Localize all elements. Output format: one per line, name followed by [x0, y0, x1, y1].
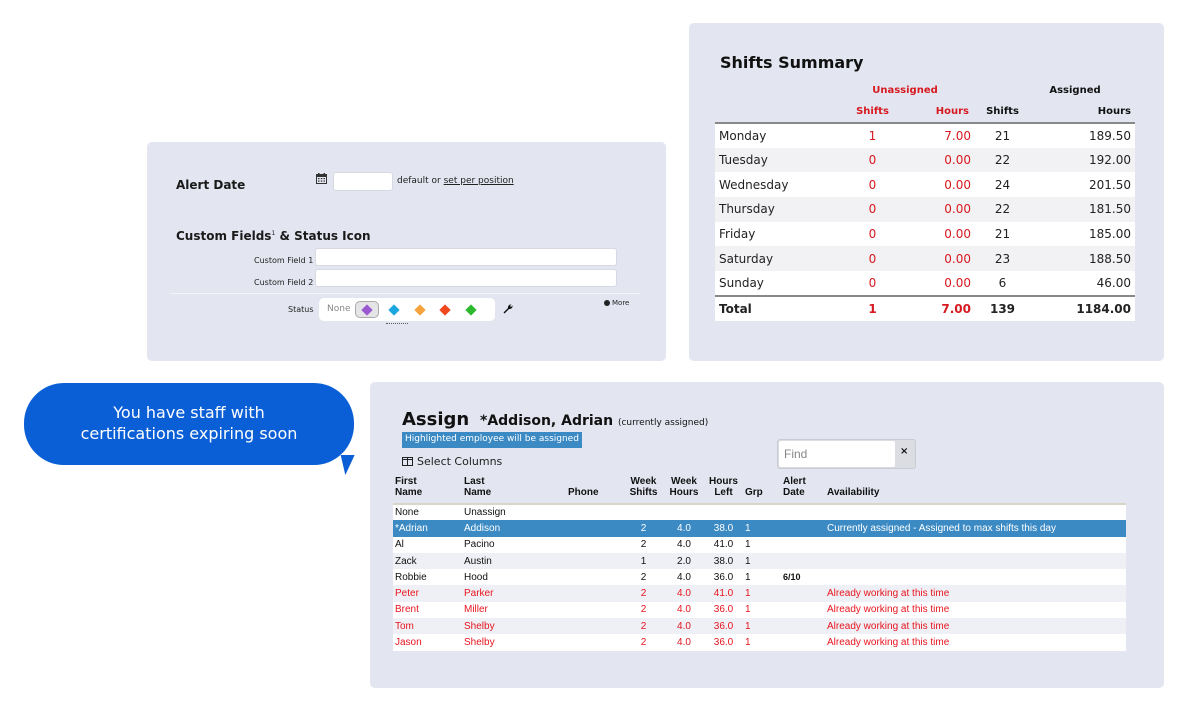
- table-cell: [566, 634, 623, 650]
- column-header-text: Left: [714, 487, 733, 498]
- col-first-name[interactable]: [393, 476, 462, 504]
- table-cell: Already working at this time: [827, 604, 950, 616]
- alert-date-label: Alert Date: [176, 178, 246, 192]
- table-cell: 1: [745, 620, 751, 632]
- blank-header: [715, 79, 835, 101]
- col-week-shifts[interactable]: [623, 476, 664, 504]
- select-columns-label: Select Columns: [417, 455, 503, 468]
- table-cell: 36.0: [713, 620, 734, 632]
- bubble-line-1: You have staff with: [113, 403, 265, 422]
- col-last-name[interactable]: [462, 476, 566, 504]
- shifts-summary-title: Shifts Summary: [720, 53, 864, 72]
- table-cell: Already working at this time: [827, 588, 950, 600]
- table-cell: [781, 602, 825, 618]
- column-header-text: Hours: [709, 476, 738, 487]
- unassigned-group-header: Unassigned: [872, 84, 938, 96]
- assigned-employee-note: (currently assigned): [617, 418, 709, 428]
- calendar-icon[interactable]: [316, 173, 327, 184]
- table-cell: 36.0: [713, 637, 734, 649]
- assigned-hours-header: Hours: [1030, 101, 1135, 123]
- table-cell: Already working at this time: [827, 620, 950, 632]
- table-cell: 4.0: [677, 571, 691, 583]
- column-header-text: Week: [630, 476, 657, 487]
- table-cell: 2: [640, 539, 647, 551]
- assigned-shifts-header: Shifts: [975, 101, 1030, 123]
- alert-settings-panel: [147, 142, 666, 361]
- day-cell: Monday: [715, 123, 835, 148]
- table-cell: Parker: [464, 588, 494, 600]
- table-cell: Al: [395, 539, 404, 551]
- status-label: Status: [288, 305, 314, 314]
- summary-row-sunday: [715, 271, 1135, 296]
- status-diamond-orange-icon[interactable]: [414, 304, 425, 315]
- total-unassigned-hours: 7.00: [910, 296, 975, 321]
- table-cell: Jason: [395, 637, 422, 649]
- table-row-selected[interactable]: [393, 520, 1126, 536]
- summary-row-friday: [715, 222, 1135, 247]
- column-header-text: Week: [671, 476, 697, 487]
- assign-panel: [370, 382, 1164, 688]
- unassigned-shifts-cell: 0: [835, 271, 910, 296]
- summary-row-thursday: [715, 197, 1135, 222]
- assigned-hours-cell: 188.50: [1030, 246, 1135, 271]
- plus-circle-icon: [604, 300, 610, 306]
- column-header-text: Hours: [669, 487, 699, 498]
- table-cell: 1: [745, 522, 751, 534]
- assigned-hours-cell: 181.50: [1030, 197, 1135, 222]
- status-underline-marks: [386, 323, 408, 324]
- col-availability[interactable]: [825, 476, 1126, 504]
- table-cell: [566, 553, 623, 569]
- summary-row-wednesday: [715, 172, 1135, 197]
- total-unassigned-shifts: 1: [835, 296, 910, 321]
- table-row-unavailable[interactable]: [393, 602, 1126, 618]
- assigned-hours-cell: 189.50: [1030, 123, 1135, 148]
- table-cell: 2: [640, 637, 647, 649]
- table-cell: [566, 520, 623, 536]
- table-cell: [781, 520, 825, 536]
- day-cell: Saturday: [715, 246, 835, 271]
- table-cell: Austin: [464, 555, 492, 567]
- unassigned-hours-cell: 0.00: [910, 148, 975, 173]
- table-cell: 4.0: [677, 620, 691, 632]
- table-cell: Zack: [395, 555, 417, 567]
- table-cell: Unassign: [464, 507, 506, 519]
- table-cell: 4.0: [677, 522, 691, 534]
- set-per-position-link[interactable]: set per position: [443, 176, 514, 186]
- day-cell: Thursday: [715, 197, 835, 222]
- table-cell: [781, 634, 825, 650]
- table-cell: [623, 504, 664, 520]
- table-cell: 2: [640, 588, 647, 600]
- day-cell: Wednesday: [715, 172, 835, 197]
- unassigned-hours-cell: 7.00: [910, 123, 975, 148]
- table-cell: 36.0: [713, 604, 734, 616]
- unassigned-shifts-cell: 0: [835, 246, 910, 271]
- table-cell: 1: [745, 539, 751, 551]
- unassigned-hours-cell: 0.00: [910, 197, 975, 222]
- unassigned-hours-cell: 0.00: [910, 222, 975, 247]
- total-assigned-shifts: 139: [975, 296, 1030, 321]
- table-cell: 2: [640, 604, 647, 616]
- col-hours-left[interactable]: [704, 476, 743, 504]
- unassigned-shifts-cell: 1: [835, 123, 910, 148]
- column-header-text: Name: [464, 487, 492, 498]
- unassigned-shifts-cell: 0: [835, 172, 910, 197]
- day-cell: Friday: [715, 222, 835, 247]
- table-row[interactable]: [393, 504, 1126, 520]
- shifts-summary-table: [715, 79, 1135, 321]
- status-diamond-blue-icon[interactable]: [388, 304, 399, 315]
- table-header-row: [393, 476, 1126, 504]
- bubble-line-2: certifications expiring soon: [80, 424, 298, 443]
- table-cell: None: [395, 507, 419, 519]
- table-cell: [825, 569, 1126, 585]
- table-cell: 38.0: [713, 555, 734, 567]
- table-cell: [664, 504, 704, 520]
- column-header-text: Alert: [783, 476, 806, 487]
- custom-field-2-input[interactable]: [315, 269, 617, 287]
- table-cell: [743, 504, 781, 520]
- day-header: [715, 101, 835, 123]
- find-input[interactable]: [779, 441, 895, 467]
- assigned-shifts-cell: 24: [975, 172, 1030, 197]
- table-cell: [781, 553, 825, 569]
- table-cell: 1: [745, 637, 751, 649]
- table-cell: 4.0: [677, 588, 691, 600]
- unassigned-shifts-cell: 0: [835, 197, 910, 222]
- table-cell: 41.0: [713, 539, 734, 551]
- bubble-tail: [331, 455, 354, 475]
- assigned-hours-cell: 192.00: [1030, 148, 1135, 173]
- summary-total-row: [715, 296, 1135, 321]
- column-header-text: Last: [464, 476, 485, 487]
- custom-field-1-input[interactable]: [315, 248, 617, 266]
- table-cell: 6/10: [783, 572, 801, 583]
- assigned-shifts-cell: 23: [975, 246, 1030, 271]
- column-header-text: First: [395, 476, 417, 487]
- table-cell: 1: [640, 555, 647, 567]
- day-cell: Sunday: [715, 271, 835, 296]
- assigned-shifts-cell: 6: [975, 271, 1030, 296]
- unassigned-hours-header: Hours: [910, 101, 975, 123]
- columns-icon: [402, 457, 413, 466]
- total-assigned-hours: 1184.00: [1030, 296, 1135, 321]
- assigned-employee-name: *Addison, Adrian: [480, 413, 614, 429]
- assigned-shifts-cell: 21: [975, 222, 1030, 247]
- table-cell: [566, 504, 623, 520]
- table-cell: 1: [745, 571, 751, 583]
- col-phone[interactable]: [566, 476, 623, 504]
- table-cell: [704, 504, 743, 520]
- alert-date-default-text: [397, 176, 514, 186]
- status-diamond-red-icon[interactable]: [439, 304, 450, 315]
- table-cell: [781, 618, 825, 634]
- table-row-unavailable[interactable]: [393, 634, 1126, 650]
- table-cell: Tom: [395, 620, 414, 632]
- custom-field-1-label: Custom Field 1: [254, 256, 314, 265]
- table-cell: [566, 602, 623, 618]
- custom-fields-heading-text: Custom Fields: [176, 229, 272, 243]
- table-cell: [825, 537, 1126, 553]
- divider: [170, 293, 640, 294]
- column-header-text: Shifts: [629, 487, 658, 498]
- table-cell: 38.0: [713, 522, 734, 534]
- assigned-hours-cell: 185.00: [1030, 222, 1135, 247]
- table-cell: *Adrian: [395, 522, 428, 534]
- column-header-text: Phone: [568, 487, 599, 498]
- assign-hint-badge: Highlighted employee will be assigned: [402, 432, 582, 448]
- more-label: More: [612, 299, 630, 307]
- table-cell: Miller: [464, 604, 488, 616]
- more-button[interactable]: [604, 299, 629, 307]
- table-cell: 4.0: [677, 604, 691, 616]
- table-cell: Brent: [395, 604, 419, 616]
- certification-alert-bubble: [24, 383, 354, 465]
- table-cell: Pacino: [464, 539, 495, 551]
- table-cell: 41.0: [713, 588, 734, 600]
- status-none-option[interactable]: None: [327, 304, 351, 314]
- status-icon-heading-text: & Status Icon: [275, 229, 371, 243]
- day-cell: Tuesday: [715, 148, 835, 173]
- unassigned-shifts-header: Shifts: [835, 101, 910, 123]
- summary-row-tuesday: [715, 148, 1135, 173]
- table-cell: [781, 504, 825, 520]
- assigned-employee-heading: [480, 413, 708, 429]
- table-cell: [566, 537, 623, 553]
- table-row[interactable]: [393, 569, 1126, 585]
- status-icon-picker: [319, 298, 495, 321]
- unassigned-hours-cell: 0.00: [910, 172, 975, 197]
- table-cell: 4.0: [677, 637, 691, 649]
- clear-find-icon[interactable]: ×: [900, 446, 909, 457]
- total-label: Total: [715, 296, 835, 321]
- table-cell: Robbie: [395, 571, 427, 583]
- assigned-hours-cell: 201.50: [1030, 172, 1135, 197]
- custom-fields-heading: [176, 229, 371, 243]
- table-cell: 1: [745, 588, 751, 600]
- status-diamond-green-icon[interactable]: [465, 304, 476, 315]
- table-cell: [566, 585, 623, 601]
- table-cell: [825, 553, 1126, 569]
- bubble-message: [24, 402, 354, 444]
- table-cell: Peter: [395, 588, 419, 600]
- table-cell: 1: [745, 604, 751, 616]
- shifts-summary-panel: [689, 23, 1164, 361]
- table-cell: 4.0: [677, 539, 691, 551]
- table-cell: Currently assigned - Assigned to max shifts this day: [827, 522, 1056, 534]
- summary-row-saturday: [715, 246, 1135, 271]
- custom-field-2-label: Custom Field 2: [254, 278, 314, 287]
- table-cell: [566, 569, 623, 585]
- table-cell: Shelby: [464, 620, 495, 632]
- unassigned-shifts-cell: 0: [835, 148, 910, 173]
- wrench-icon[interactable]: [503, 304, 513, 314]
- default-or-text: default or: [397, 176, 441, 186]
- table-cell: [566, 618, 623, 634]
- assign-title: Assign: [402, 409, 470, 430]
- table-cell: 2.0: [677, 555, 691, 567]
- assigned-shifts-cell: 22: [975, 197, 1030, 222]
- table-cell: Shelby: [464, 637, 495, 649]
- unassigned-hours-cell: 0.00: [910, 271, 975, 296]
- column-header-text: Availability: [827, 487, 880, 498]
- select-columns-button[interactable]: [402, 455, 502, 468]
- table-row[interactable]: [393, 537, 1126, 553]
- assigned-group-header: Assigned: [1049, 84, 1101, 96]
- column-header-text: Date: [783, 487, 805, 498]
- table-cell: 2: [640, 522, 647, 534]
- table-row[interactable]: [393, 553, 1126, 569]
- table-cell: [781, 537, 825, 553]
- unassigned-hours-cell: 0.00: [910, 246, 975, 271]
- table-cell: 1: [745, 555, 751, 567]
- table-cell: [825, 504, 1126, 520]
- table-row-unavailable[interactable]: [393, 618, 1126, 634]
- table-cell: 2: [640, 571, 647, 583]
- col-grp[interactable]: [743, 476, 781, 504]
- table-cell: Already working at this time: [827, 637, 950, 649]
- table-cell: 2: [640, 620, 647, 632]
- assigned-hours-cell: 46.00: [1030, 271, 1135, 296]
- table-row-unavailable[interactable]: [393, 585, 1126, 601]
- assigned-shifts-cell: 22: [975, 148, 1030, 173]
- summary-row-monday: [715, 123, 1135, 148]
- col-week-hours[interactable]: [664, 476, 704, 504]
- table-cell: Hood: [464, 571, 488, 583]
- find-box: [777, 439, 916, 469]
- col-alert-date[interactable]: [781, 476, 825, 504]
- column-header-text: Name: [395, 487, 423, 498]
- unassigned-shifts-cell: 0: [835, 222, 910, 247]
- column-header-text: Grp: [745, 487, 763, 498]
- footnote-marker: 1: [271, 230, 276, 237]
- table-cell: [781, 585, 825, 601]
- table-cell: Addison: [464, 522, 501, 534]
- assigned-shifts-cell: 21: [975, 123, 1030, 148]
- table-cell: 36.0: [713, 571, 734, 583]
- alert-date-input[interactable]: [333, 172, 393, 191]
- employee-assign-table: [393, 476, 1126, 651]
